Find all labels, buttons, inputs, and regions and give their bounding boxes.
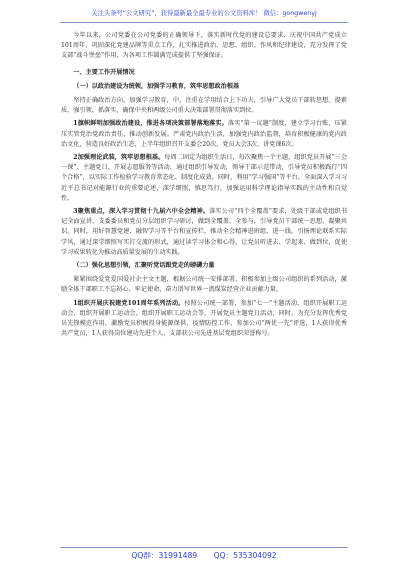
intro-paragraph: 今年以来，公司党委在公司党委的正确领导下，落实新时代党的建设总要求、庆祝中国共产党成立101周年，巩固深化党建品牌等重点工作，扎实推进政治、思想、组织、作风和纪律建设，充分发挥了党支部“战斗堡垒”作用，为各项工作圆满完成提供了坚强保证。 xyxy=(61,32,347,60)
item-paragraph xyxy=(61,153,347,204)
item-lead: 3聚焦重点，深入学习贯彻十九届六中全会精神。 xyxy=(73,208,210,216)
footer-qq-group: QQ群：31991489 xyxy=(131,551,198,560)
subsection-heading: （一）以政治建设为统领，加强学习教育，筑牢思想政治根基 xyxy=(73,82,240,90)
subsection-heading: （二）强化思想引领，汇聚听党话跟党走的磅礴力量 xyxy=(73,262,215,270)
item-text: 落实“第一议题”制度，建立学习台账，压紧压实管党治党政治责任，推动创新发展。严肃党内政治生活，加强党内政治监督，培育积极健康的党内政治文化，营造良好政治生态，上半年组织召开支委会20次、党员大会3次、讲党课6次。 xyxy=(61,120,347,148)
footer-divider xyxy=(60,547,348,548)
item-paragraph xyxy=(61,299,347,340)
document-body xyxy=(61,31,347,339)
item-lead: 1组织开展庆祝建党101周年系列活动。 xyxy=(73,299,185,307)
section-heading: 一、主要工作开展情况 xyxy=(73,68,135,76)
item-paragraph xyxy=(61,207,347,258)
item-text: 按照公司统一部署，参加“七一”主题活动，组织开展职工运动会、组织开展职工运动会、组织开展职工运动会等，开展党员主题党日活动，同时，为充分发挥优秀党员先锋模范作用，激励党员积极投身能源保供、疫情防控工作，参加公司“两优一先”评选，1人获得优秀共产党员，1人获得岗位建功先进个人，支部获公司先进基层党组织荣誉称号。 xyxy=(61,299,347,338)
header-divider xyxy=(60,22,348,23)
item-lead: 1旗帜鲜明加强政治建设，推进各项决策部署落地落实。 xyxy=(73,120,228,128)
item-paragraph xyxy=(61,119,347,150)
item-text: 每周二固定为组织生活日，每次聚焦一个主题，组织党员开展“三会一课”、主题党日、开展志愿服务等活动，通过组织引导发动，领导干部示范带动，引导党员积极践行“四个合格”，以实际工作检验学习教育常态化、制度化成效。同时，利用“学习强国”等平台，全面深入学习习近平总书记对能源行业的重要论述，深学细照，慎思笃行，加强运用科学理论指导实践的主动性和自觉性。 xyxy=(61,154,347,202)
header-banner: 关注头条号“公文研究”，获得最新最全最专业的公文资料库！ 微信：gongwenyj xyxy=(91,10,317,17)
footer-qq: QQ：535304092 xyxy=(213,551,277,560)
item-text: 落实公司“四个全覆盖”要求，处级干部或党组织书记全面宣讲、支委委员和党员分层组织学习研讨，做到全覆盖、全参与，引导党员干部统一思想、凝聚共识。同时，用好智慧党建、融智学习等平台和宣传栏，推动全会精神进班组、进一线。引扬理论联系实际学风，通过深学细照写实打交流的形式，通过读学习体会和心得，让党员听进去、学起来、做到位，促使学习成果转化为推动高质量发展的生动实践。 xyxy=(61,208,348,256)
item-lead: 2加强理论武装，筑牢思想根基。 xyxy=(73,154,165,162)
subsection-paragraph: 坚持正确政治方向，加强学习教育，中，注重在学用结合上下功夫，引导广大党员干部转思想、提素质、强引领、抓落实，确保中央和两级公司重大决策部署贯彻落实到位。 xyxy=(61,97,347,115)
footer xyxy=(60,550,348,562)
subsection-paragraph: 紧紧围绕爱党爱国爱社企主文主题，根据公司统一安排部署，积极参加上级公司组织的系列活动，激励全体干部职工不忘初心、牢记使命，奋力谱写世界一流煤炭经营企业贡献力量。 xyxy=(61,276,347,294)
